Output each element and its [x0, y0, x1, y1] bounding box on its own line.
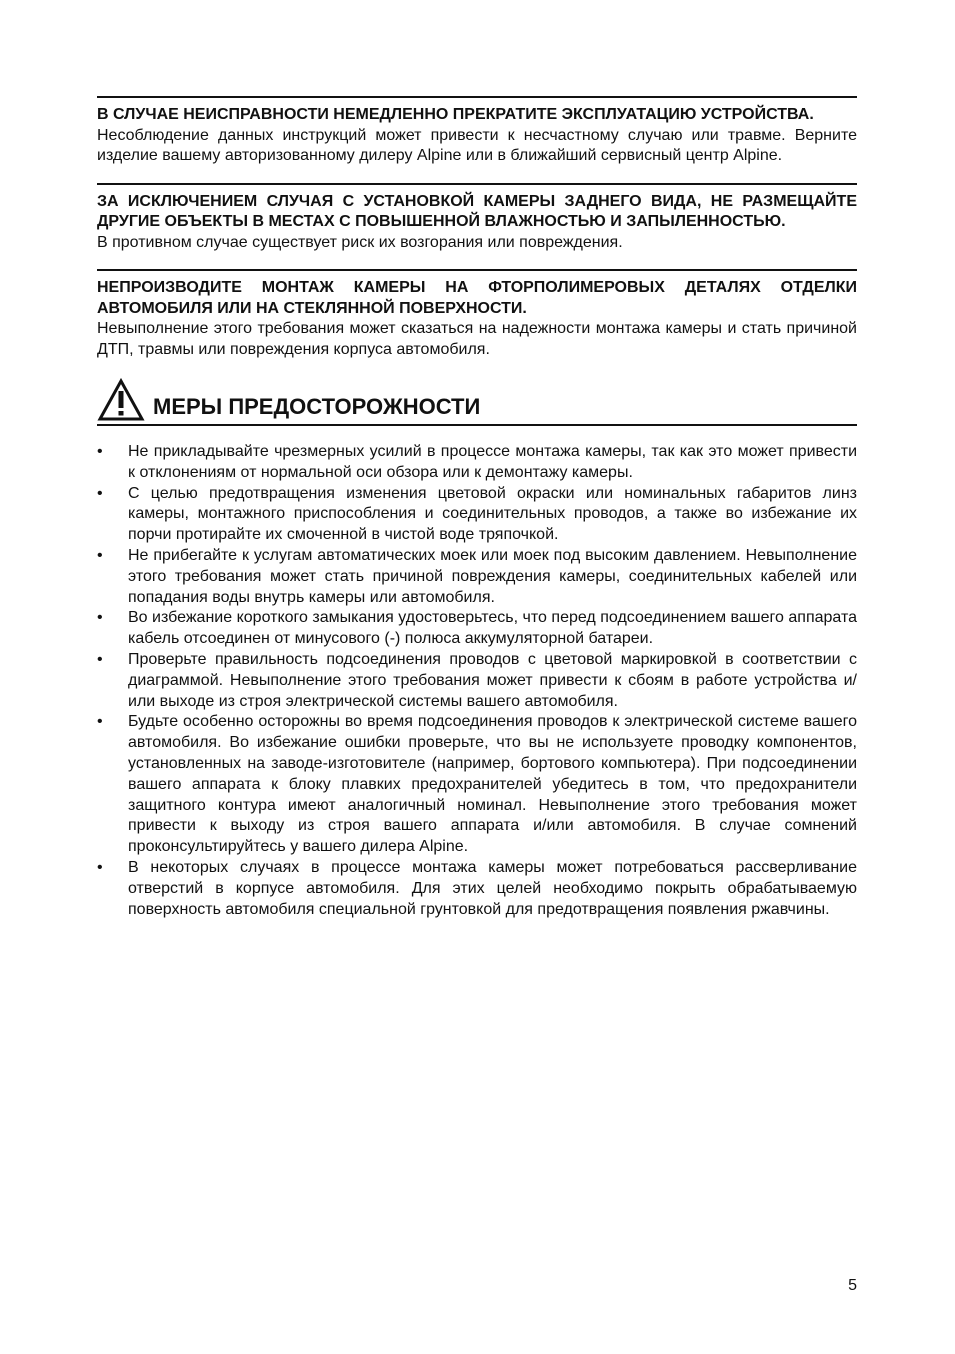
list-item-text: Не прибегайте к услугам автоматических моек или моек под высоким давлением. Невыполнение этого требования может стать причиной повреждения камеры, соединительных кабелей или попадания воды внутрь камеры или автомобиля.: [128, 546, 857, 606]
list-item-text: Во избежание короткого замыкания удостоверьтесь, что перед подсоединением вашего аппарата кабель отсоединен от минусового (-) полюса аккумуляторной батареи.: [128, 609, 857, 648]
list-item: [97, 712, 857, 858]
bullet-marker: •: [97, 713, 103, 731]
warning-title: НЕПРОИЗВОДИТЕ МОНТАЖ КАМЕРЫ НА ФТОРПОЛИМЕРОВЫХ ДЕТАЛЯХ ОТДЕЛКИ АВТОМОБИЛЯ ИЛИ НА СТЕКЛЯННОЙ ПОВЕРХНОСТИ.: [97, 279, 857, 317]
warning-block-1: [97, 96, 857, 167]
bullet-marker: •: [97, 858, 103, 876]
list-item-text: В некоторых случаях в процессе монтажа камеры может потребоваться рассверливание отверстий в корпусе автомобиля. Для этих целей необходимо покрыть обрабатываемую поверхность автомобиля специальной грунтовкой для предотвращения появления ржавчины.: [128, 858, 857, 918]
list-item: [97, 608, 857, 650]
warning-block-3: [97, 269, 857, 360]
bullet-marker: •: [97, 609, 103, 627]
bullet-marker: •: [97, 484, 103, 502]
warning-triangle-icon: [97, 378, 145, 422]
list-item: [97, 442, 857, 484]
bullet-marker: •: [97, 650, 103, 668]
bullet-marker: •: [97, 546, 103, 564]
list-item-text: Проверьте правильность подсоединения проводов с цветовой маркировкой в соответствии с диаграммой. Невыполнение этого требования может привести к сбоям в работе устройства и/или выходе из строя электрической системы вашего автомобиля.: [128, 650, 857, 710]
caution-list: [97, 442, 857, 920]
list-item: [97, 484, 857, 546]
warning-text: В противном случае существует риск их возгорания или повреждения.: [97, 233, 623, 251]
section-title: МЕРЫ ПРЕДОСТОРОЖНОСТИ: [153, 394, 481, 419]
list-item-text: Будьте особенно осторожны во время подсоединения проводов к электрической системе вашего автомобиля. Во избежание ошибки проверьте, что вы не используете проводку компонентов, установленных на заводе-изготовителе (например, бортового компьютера). При подсоединении вашего аппарата к блоку плавких предохранителей убедитесь в том, что предохранители защитного контура имеют аналогичный номинал. Невыполнение этого требования может привести к выходу из строя вашего аппарата и/или автомобиля. В случае сомнений проконсультируйтесь у вашего дилера Alpine.: [128, 713, 857, 856]
list-item-text: Не прикладывайте чрезмерных усилий в процессе монтажа камеры, так как это может привести к отклонениям от нормальной оси обзора или к демонтажу камеры.: [128, 443, 857, 481]
page-content: [97, 96, 857, 920]
warning-block-2: [97, 183, 857, 254]
bullet-marker: •: [97, 443, 103, 460]
warning-title: ЗА ИСКЛЮЧЕНИЕМ СЛУЧАЯ С УСТАНОВКОЙ КАМЕРЫ ЗАДНЕГО ВИДА, НЕ РАЗМЕЩАЙТЕ ДРУГИЕ ОБЪЕКТЫ В МЕСТАХ С ПОВЫШЕННОЙ ВЛАЖНОСТЬЮ И ЗАПЫЛЕННОСТЬЮ.: [97, 192, 857, 230]
page-number: 5: [848, 1277, 857, 1294]
warning-text: Невыполнение этого требования может сказаться на надежности монтажа камеры и стать причиной ДТП, травмы или повреждения корпуса автомобиля.: [97, 320, 857, 358]
warning-text: Несоблюдение данных инструкций может привести к несчастному случаю или травме. Верните изделие вашему авторизованному дилеру Alpine или в ближайший сервисный центр Alpine.: [97, 126, 857, 164]
list-item: [97, 858, 857, 920]
list-item-text: С целью предотвращения изменения цветовой окраски или номинальных габаритов линз камеры, монтажного приспособления и соединительных проводов, а также во избежание их порчи протирайте их смоченной в чистой воде тряпочкой.: [128, 484, 857, 544]
caution-section-header: [97, 378, 857, 426]
list-item: [97, 650, 857, 712]
list-item: [97, 546, 857, 608]
warning-title: В СЛУЧАЕ НЕИСПРАВНОСТИ НЕМЕДЛЕННО ПРЕКРАТИТЕ ЭКСПЛУАТАЦИЮ УСТРОЙСТВА.: [97, 106, 814, 123]
